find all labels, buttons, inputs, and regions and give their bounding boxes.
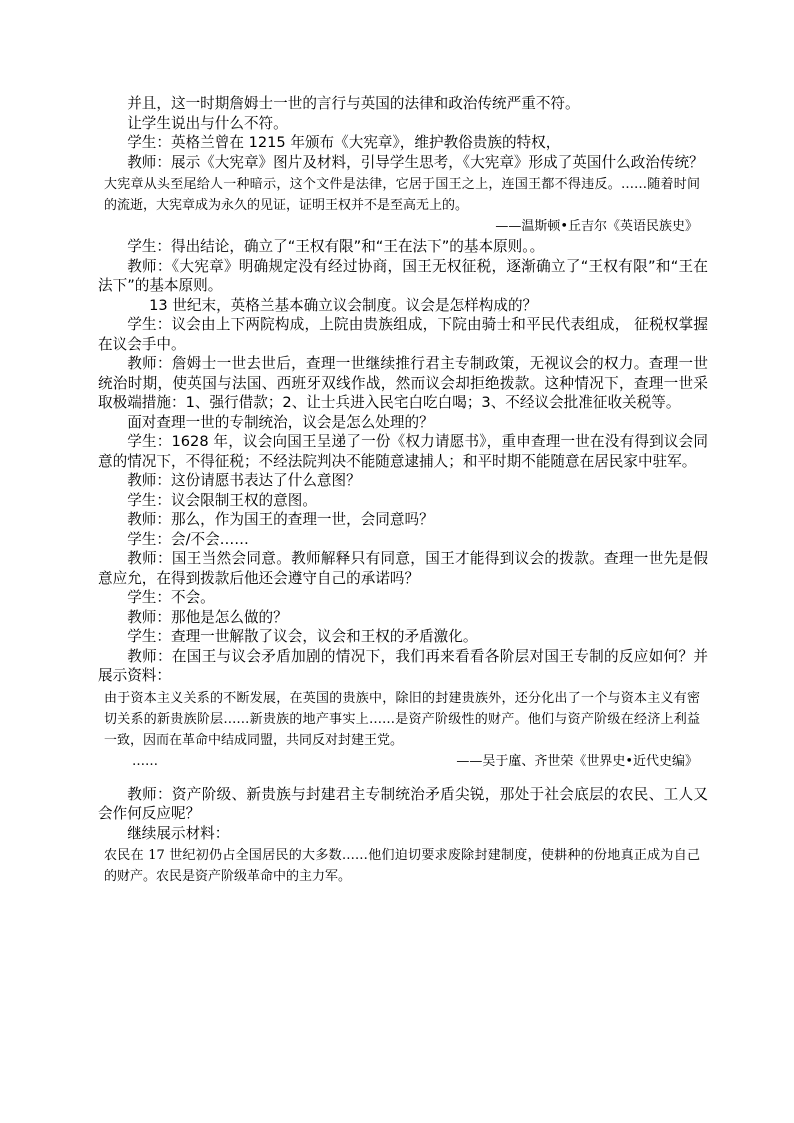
paragraph: 学生：1628 年，议会向国王呈递了一份《权力请愿书》，重申查理一世在没有得到议会同意的情况下，不得征税；不经法院判决不能随意逮捕人；和平时期不能随意在居民家中驻军。 (98, 433, 708, 470)
quote-block-churchill (98, 174, 708, 237)
paragraph: 教师：詹姆士一世去世后，查理一世继续推行君主专制政策，无视议会的权力。查理一世统治时期，使英国与法国、西班牙双线作战，然而议会却拒绝拨款。这种情况下，查理一世采取极端措施：1、强行借款；2、让士兵进入民宅白吃白喝；3、不经议会批准征收关税等。 (98, 355, 708, 411)
paragraph: 学生：英格兰曾在 1215 年颁布《大宪章》，维护教俗贵族的特权， (127, 134, 561, 151)
quote-text: 农民在 17 世纪初仍占全国居民的大多数……他们迫切要求废除封建制度，使耕种的份地真正成为自己的财产。农民是资产阶级革命中的主力军。 (104, 848, 700, 884)
paragraph: 教师：《大宪章》明确规定没有经过协商，国王无权征税，逐渐确立了“王权有限”和“王在法下”的基本原则。 (98, 257, 708, 294)
quote-ellipsis: …… (132, 753, 158, 769)
paragraph: 教师：这份请愿书表达了什么意图？ (127, 472, 361, 489)
paragraph: 13 世纪末，英格兰基本确立议会制度。议会是怎样构成的？ (149, 296, 538, 314)
quote-source-row (98, 751, 708, 772)
paragraph: 学生：查理一世解散了议会，议会和王权的矛盾激化。 (127, 628, 478, 645)
quote-text: 由于资本主义关系的不断发展，在英国的贵族中，除旧的封建贵族外，还分化出了一个与资本主义有密切关系的新贵族阶层……新贵族的地产事实上……是资产阶级性的财产。他们与资产阶级在经济上利益一致，因而在革命中结成同盟，共同反对封建王党。 (104, 690, 700, 748)
paragraph: 教师：资产阶级、新贵族与封建君主专制统治矛盾尖锐，那处于社会底层的农民、工人又会作何反应呢？ (98, 785, 708, 822)
paragraph: 教师：那么，作为国王的查理一世，会同意吗？ (127, 511, 434, 528)
quote-text: 大宪章从头至尾给人一种暗示，这个文件是法律，它居于国王之上，连国王都不得违反。……随着时间的流逝，大宪章成为永久的见证，证明王权并不是至高无上的。 (104, 177, 700, 213)
paragraph: 面对查理一世的专制统治，议会是怎么处理的？ (127, 413, 434, 431)
paragraph: 教师：国王当然会同意。教师解释只有同意，国王才能得到议会的拨款。查理一世先是假意应允，在得到拨款后他还会遵守自己的承诺吗？ (98, 550, 708, 587)
paragraph: 学生：得出结论，确立了“王权有限”和“王在法下”的基本原则。。 (127, 238, 545, 255)
quote-block-peasants (98, 845, 708, 887)
paragraph: 学生：不会。 (127, 589, 215, 606)
quote-source: ——温斯顿•丘吉尔《英语民族史》 (495, 219, 698, 234)
quote-source: ——吴于廑、齐世荣《世界史•近代史编》 (456, 753, 698, 769)
paragraph: 教师：在国王与议会矛盾加剧的情况下，我们再来看看各阶层对国王专制的反应如何？并展示资料： (98, 647, 708, 684)
document-body (98, 94, 708, 887)
paragraph: 学生：议会由上下两院构成，上院由贵族组成，下院由骑士和平民代表组成， 征税权掌握在议会手中。 (98, 316, 708, 353)
paragraph: 教师：那他是怎么做的？ (127, 608, 288, 626)
paragraph: 让学生说出与什么不符。 (127, 114, 288, 132)
paragraph: 学生：会/不会…… (127, 530, 249, 548)
paragraph: 教师：展示《大宪章》图片及材料，引导学生思考，《大宪章》形成了英国什么政治传统？ (127, 153, 704, 171)
spacer (98, 772, 708, 785)
quote-block-wu-qi (98, 688, 708, 772)
paragraph: 继续展示材料： (127, 824, 230, 842)
paragraph: 并且，这一时期詹姆士一世的言行与英国的法律和政治传统严重不符。 (127, 95, 580, 112)
paragraph: 学生：议会限制王权的意图。 (127, 491, 317, 509)
